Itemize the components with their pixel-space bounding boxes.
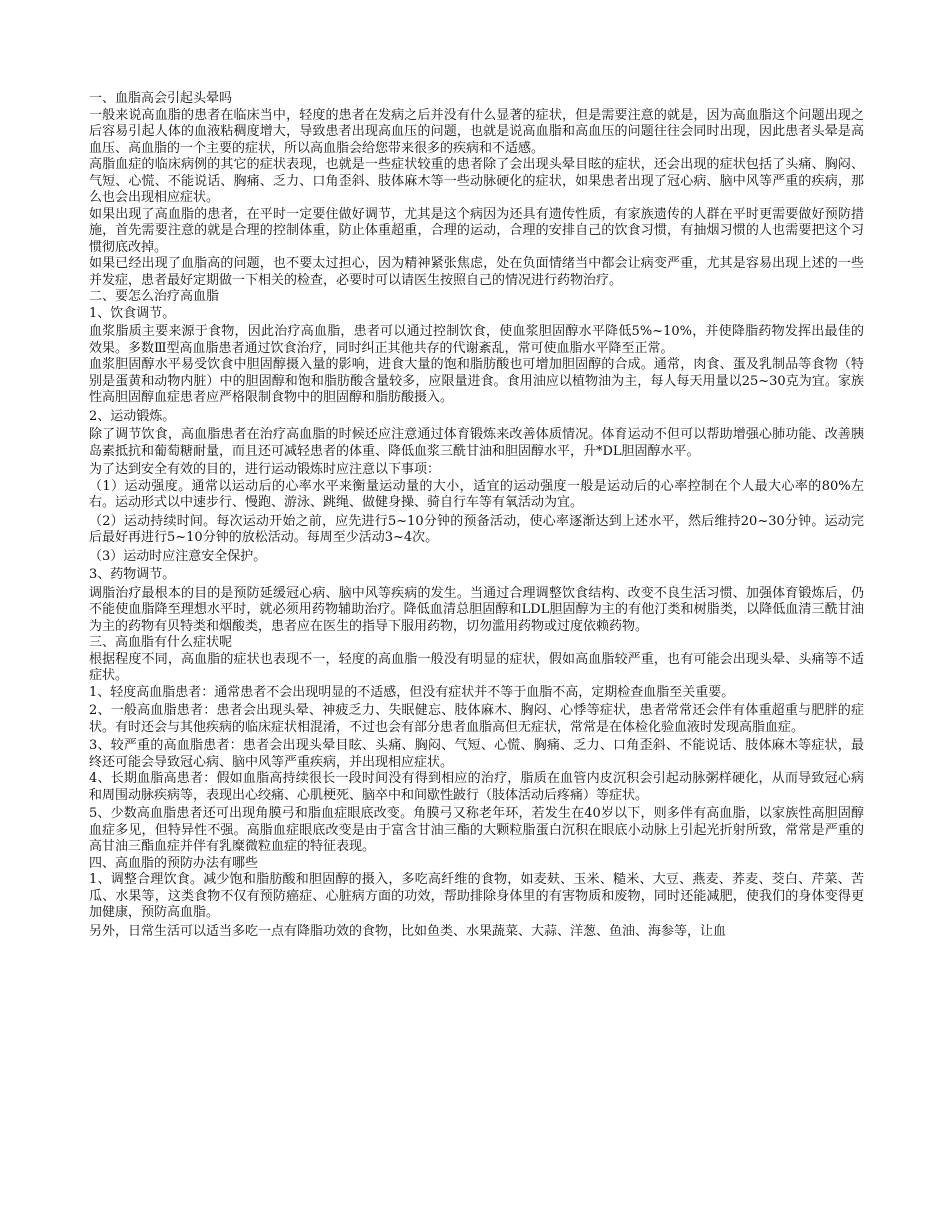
paragraph: 调脂治疗最根本的目的是预防延缓冠心病、脑中风等疾病的发生。当通过合理调整饮食结构、改变不良生活习惯、加强体育锻炼后，仍不能使血脂降至理想水平时，就必须用药物辅助治疗。降低血清总胆固醇和LDL胆固醇为主的有他汀类和树脂类，以降低血清三酰甘油为主的药物有贝特类和烟酸类，患者应在医生的指导下服用药物，切勿滥用药物或过度依赖药物。	[89, 585, 864, 634]
subheading: 1、饮食调节。	[89, 305, 176, 321]
paragraph: 血浆脂质主要来源于食物，因此治疗高血脂，患者可以通过控制饮食，使血浆胆固醇水平降低5%~10%，并使降脂药物发挥出最佳的效果。多数Ⅲ型高血脂患者通过饮食治疗，同时纠正其他共存的代谢紊乱，常可使血脂水平降至正常。	[89, 324, 864, 356]
list-item: （3）运动时应注意安全保护。	[89, 548, 267, 564]
section-heading: 二、要怎么治疗高血脂	[89, 289, 220, 304]
list-item: 3、较严重的高血脂患者：患者会出现头晕目眩、头痛、胸闷、气短、心慌、胸痛、乏力、口角歪斜、不能说话、肢体麻木等症状，最终还可能会导致冠心病、脑中风等严重疾病，并出现相应症状。	[89, 738, 864, 770]
list-item: 4、长期血脂高患者：假如血脂高持续很长一段时间没有得到相应的治疗，脂质在血管内皮沉积会引起动脉粥样硬化，从而导致冠心病和周围动脉疾病等，表现出心绞痛、心肌梗死、脑卒中和间歇性跛行（肢体活动后疼痛）等症状。	[89, 771, 864, 803]
list-item: 1、调整合理饮食。减少饱和脂肪酸和胆固醇的摄入，多吃高纤维的食物，如麦麸、玉米、糙米、大豆、燕麦、荞麦、茭白、芹菜、苦瓜、水果等，这类食物不仅有预防癌症、心脏病方面的功效，帮助排除身体里的有害物质和废物，同时还能减肥，使我们的身体变得更加健康，预防高血脂。	[89, 872, 864, 920]
paragraph: 一般来说高血脂的患者在临床当中，轻度的患者在发病之后并没有什么显著的症状，但是需要注意的就是，因为高血脂这个问题出现之后容易引起人体的血液粘稠度增大，导致患者出现高血压的问题，也就是说高血脂和高血压的问题往往会同时出现，因此患者头晕是高血压、高血脂的一个主要的症状，所以高血脂会给您带来很多的疾病和不适感。	[89, 107, 864, 156]
list-item: 5、少数高血脂患者还可出现角膜弓和脂血症眼底改变。角膜弓又称老年环，若发生在40岁以下，则多伴有高血脂，以家族性高胆固醇血症多见，但特异性不强。高脂血症眼底改变是由于富含甘油三酯的大颗粒脂蛋白沉积在眼底小动脉上引起光折射所致，常常是严重的高甘油三酯血症并伴有乳糜微粒血症的特征表现。	[89, 806, 864, 854]
section-heading: 一、血脂高会引起头晕吗	[89, 91, 233, 106]
subheading: 2、运动锻炼。	[89, 408, 176, 424]
paragraph: 另外，日常生活可以适当多吃一点有降脂功效的食物，比如鱼类、水果蔬菜、大蒜、洋葱、鱼油、海参等，让血	[89, 923, 727, 939]
paragraph: 血浆胆固醇水平易受饮食中胆固醇摄入量的影响，进食大量的饱和脂肪酸也可增加胆固醇的合成。通常，肉食、蛋及乳制品等食物（特别是蛋黄和动物内脏）中的胆固醇和饱和脂肪酸含量较多，应限量进食。食用油应以植物油为主，每人每天用量以25~30克为宜。家族性高胆固醇血症患者应严格限制食物中的胆固醇和脂肪酸摄入。	[89, 357, 864, 405]
paragraph: 根据程度不同，高血脂的症状也表现不一，轻度的高血脂一般没有明显的症状，假如高血脂较严重，也有可能会出现头晕、头痛等不适症状。	[89, 651, 864, 683]
section-heading: 四、高血脂的预防办法有哪些	[89, 855, 259, 871]
paragraph: 高脂血症的临床病例的其它的症状表现，也就是一些症状较重的患者除了会出现头晕目眩的症状，还会出现的症状包括了头痛、胸闷、气短、心慌、不能说话、胸痛、乏力、口角歪斜、肢体麻木等一些动脉硬化的症状，如果患者出现了冠心病、脑中风等严重的疾病，那么也会出现相应症状。	[89, 157, 864, 205]
paragraph: 为了达到安全有效的目的，进行运动锻炼时应注意以下事项：	[89, 462, 441, 477]
paragraph: 如果出现了高血脂的患者，在平时一定要住做好调节，尤其是这个病因为还具有遗传性质，有家族遗传的人群在平时更需要做好预防措施，首先需要注意的就是合理的控制体重，防止体重超重，合理的运动，合理的安排自己的饮食习惯，有抽烟习惯的人也需要把这个习惯彻底改掉。	[89, 206, 864, 255]
list-item: （1）运动强度。通常以运动后的心率水平来衡量运动量的大小，适宜的运动强度一般是运动后的心率控制在个人最大心率的80%左右。运动形式以中速步行、慢跑、游泳、跳绳、做健身操、骑自行车等有氧活动为宜。	[89, 478, 864, 510]
document-page	[89, 91, 864, 940]
paragraph: 如果已经出现了血脂高的问题，也不要太过担心，因为精神紧张焦虑，处在负面情绪当中都会让病变严重，尤其是容易出现上述的一些并发症，患者最好定期做一下相关的检查，必要时可以请医生按照自己的情况进行药物治疗。	[89, 256, 864, 288]
subheading: 3、药物调节。	[89, 567, 176, 582]
section-heading: 三、高血脂有什么症状呢	[89, 635, 233, 650]
list-item: 2、一般高血脂患者：患者会出现头晕、神疲乏力、失眠健忘、肢体麻木、胸闷、心悸等症状，患者常常还会伴有体重超重与肥胖的症状。有时还会与其他疾病的临床症状相混淆，不过也会有部分患者血脂高但无症状，常常是在体检化验血液时发现高脂血症。	[89, 703, 864, 735]
paragraph: 除了调节饮食，高血脂患者在治疗高血脂的时候还应注意通过体育锻炼来改善体质情况。体育运动不但可以帮助增强心肺功能、改善胰岛素抵抗和葡萄糖耐量，而且还可减轻患者的体重、降低血浆三酰甘油和胆固醇水平，升*DL胆固醇水平。	[89, 427, 864, 459]
list-item: 1、轻度高血脂患者：通常患者不会出现明显的不适感，但没有症状并不等于血脂不高，定期检查血脂至关重要。	[89, 684, 735, 700]
list-item: （2）运动持续时间。每次运动开始之前，应先进行5~10分钟的预备活动，使心率逐渐达到上述水平，然后维持20~30分钟。运动完后最好再进行5~10分钟的放松活动。每周至少活动3~4次。	[89, 513, 864, 545]
